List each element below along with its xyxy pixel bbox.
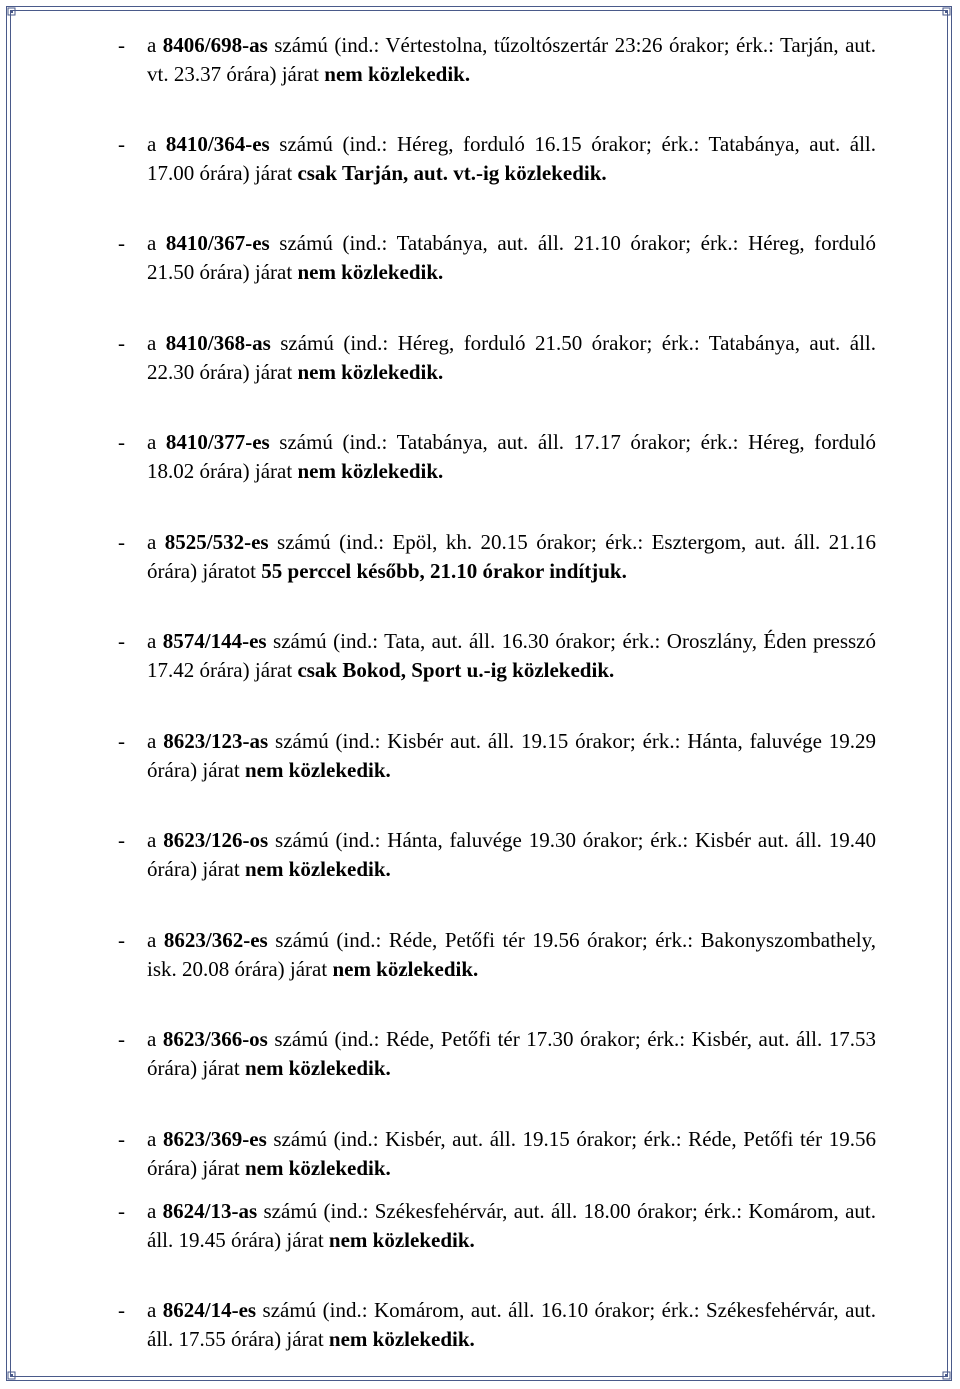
emphasis-text: 8574/144-es (162, 629, 267, 653)
emphasis-text: nem közlekedik. (328, 1228, 475, 1252)
body-text: számú (ind.: Székesfehérvár, aut. áll. 18.00 órakor; érk.: Komárom, aut. áll. 19.45 órára) járat (147, 1199, 877, 1252)
bullet-dash: - (118, 331, 125, 355)
list-item (118, 1025, 876, 1083)
emphasis-text: 8525/532-es (164, 530, 269, 554)
body-text: a (147, 629, 163, 653)
emphasis-text: 8623/366-os (162, 1027, 268, 1051)
bullet-dash: - (118, 1199, 125, 1223)
body-text: számú (ind.: Kisbér aut. áll. 19.15 órakor; érk.: Hánta, faluvége 19.29 órára) járat (147, 729, 876, 782)
body-text: számú (ind.: Komárom, aut. áll. 16.10 órakor; érk.: Székesfehérvár, aut. áll. 17.55 órára) járat (147, 1298, 876, 1351)
notice-text (147, 1296, 876, 1354)
bullet-dash: - (118, 828, 125, 852)
body-text: számú (ind.: Tatabánya, aut. áll. 17.17 órakor; érk.: Héreg, forduló 18.02 órára) járat (147, 430, 877, 483)
emphasis-text: 55 perccel később, 21.10 órakor indítjuk. (261, 559, 627, 583)
list-item (118, 826, 876, 884)
emphasis-text: 8410/367-es (165, 231, 270, 255)
emphasis-text: nem közlekedik. (244, 1056, 391, 1080)
list-item (118, 1197, 876, 1255)
body-text: a (147, 1027, 163, 1051)
emphasis-text: nem közlekedik. (244, 857, 391, 881)
notice-text (147, 826, 876, 884)
body-text: a (147, 331, 166, 355)
list-item (118, 229, 876, 287)
body-text: a (147, 1199, 163, 1223)
bullet-dash: - (118, 729, 125, 753)
emphasis-text: nem közlekedik. (244, 758, 391, 782)
emphasis-text: 8624/13-as (162, 1199, 258, 1223)
list-item (118, 627, 876, 685)
body-text: a (147, 828, 164, 852)
body-text: számú (ind.: Epöl, kh. 20.15 órakor; érk.: Esztergom, aut. áll. 21.16 órára) járatot (147, 530, 876, 583)
emphasis-text: 8623/362-es (163, 928, 268, 952)
notice-text (147, 926, 876, 984)
emphasis-text: 8623/126-os (163, 828, 269, 852)
list-item (118, 428, 876, 486)
bullet-dash: - (118, 132, 125, 156)
body-text: a (147, 430, 166, 454)
notice-text (147, 329, 876, 387)
notice-text (147, 727, 876, 785)
emphasis-text: nem közlekedik. (297, 360, 444, 384)
list-item (118, 528, 876, 586)
notice-text (147, 31, 876, 89)
emphasis-text: csak Tarján, aut. vt.-ig közlekedik. (297, 161, 607, 185)
emphasis-text: 8406/698-as (162, 33, 268, 57)
bullet-dash: - (118, 1027, 125, 1051)
list-item (118, 926, 876, 984)
list-item (118, 329, 876, 387)
emphasis-text: 8623/369-es (162, 1127, 267, 1151)
body-text: számú (ind.: Héreg, forduló 21.50 órakor; érk.: Tatabánya, aut. áll. 22.30 órára) járat (147, 331, 877, 384)
body-text: a (147, 1127, 163, 1151)
bullet-dash: - (118, 530, 125, 554)
emphasis-text: 8623/123-as (163, 729, 269, 753)
list-item (118, 1296, 876, 1354)
notice-text (147, 627, 876, 685)
bullet-dash: - (118, 33, 125, 57)
emphasis-text: nem közlekedik. (324, 62, 471, 86)
notice-text (147, 428, 876, 486)
emphasis-text: csak Bokod, Sport u.-ig közlekedik. (297, 658, 615, 682)
bullet-dash: - (118, 231, 125, 255)
emphasis-text: 8410/377-es (165, 430, 270, 454)
notice-text (147, 1197, 876, 1255)
list-item (118, 727, 876, 785)
list-item (118, 130, 876, 188)
emphasis-text: 8624/14-es (162, 1298, 257, 1322)
body-text: a (147, 928, 164, 952)
emphasis-text: 8410/364-es (165, 132, 270, 156)
emphasis-text: nem közlekedik. (332, 957, 479, 981)
body-text: a (147, 729, 164, 753)
emphasis-text: nem közlekedik. (297, 260, 444, 284)
notice-text (147, 1025, 876, 1083)
body-text: a (147, 33, 163, 57)
body-text: számú (ind.: Héreg, forduló 16.15 órakor; érk.: Tatabánya, aut. áll. 17.00 órára) járat (147, 132, 877, 185)
body-text: számú (ind.: Réde, Petőfi tér 17.30 órakor; érk.: Kisbér, aut. áll. 17.53 órára) járat (147, 1027, 876, 1080)
notice-text (147, 1125, 876, 1183)
body-text: számú (ind.: Tata, aut. áll. 16.30 órakor; érk.: Oroszlány, Éden presszó 17.42 órára) járat (147, 629, 876, 682)
bullet-dash: - (118, 1298, 125, 1322)
body-text: a (147, 1298, 163, 1322)
emphasis-text: nem közlekedik. (328, 1327, 475, 1351)
emphasis-text: 8410/368-as (165, 331, 271, 355)
list-item (118, 31, 876, 89)
emphasis-text: nem közlekedik. (297, 459, 444, 483)
body-text: a (147, 132, 166, 156)
body-text: a (147, 231, 166, 255)
bullet-dash: - (118, 1127, 125, 1151)
body-text: a (147, 530, 165, 554)
emphasis-text: nem közlekedik. (244, 1156, 391, 1180)
bullet-dash: - (118, 430, 125, 454)
bullet-dash: - (118, 928, 125, 952)
body-text: számú (ind.: Tatabánya, aut. áll. 21.10 órakor; érk.: Héreg, forduló 21.50 órára) járat (147, 231, 877, 284)
body-text: számú (ind.: Hánta, faluvége 19.30 órakor; érk.: Kisbér aut. áll. 19.40 órára) járat (147, 828, 876, 881)
notice-text (147, 130, 876, 188)
bullet-dash: - (118, 629, 125, 653)
notice-text (147, 528, 876, 586)
body-text: számú (ind.: Kisbér, aut. áll. 19.15 órakor; érk.: Réde, Petőfi tér 19.56 órára) járat (147, 1127, 876, 1180)
body-text: számú (ind.: Réde, Petőfi tér 19.56 órakor; érk.: Bakonyszombathely, isk. 20.08 órára) járat (147, 928, 876, 981)
list-item (118, 1125, 876, 1183)
notice-text (147, 229, 876, 287)
body-text: számú (ind.: Vértestolna, tűzoltószertár 23:26 órakor; érk.: Tarján, aut. vt. 23.37 órára) járat (147, 33, 876, 86)
